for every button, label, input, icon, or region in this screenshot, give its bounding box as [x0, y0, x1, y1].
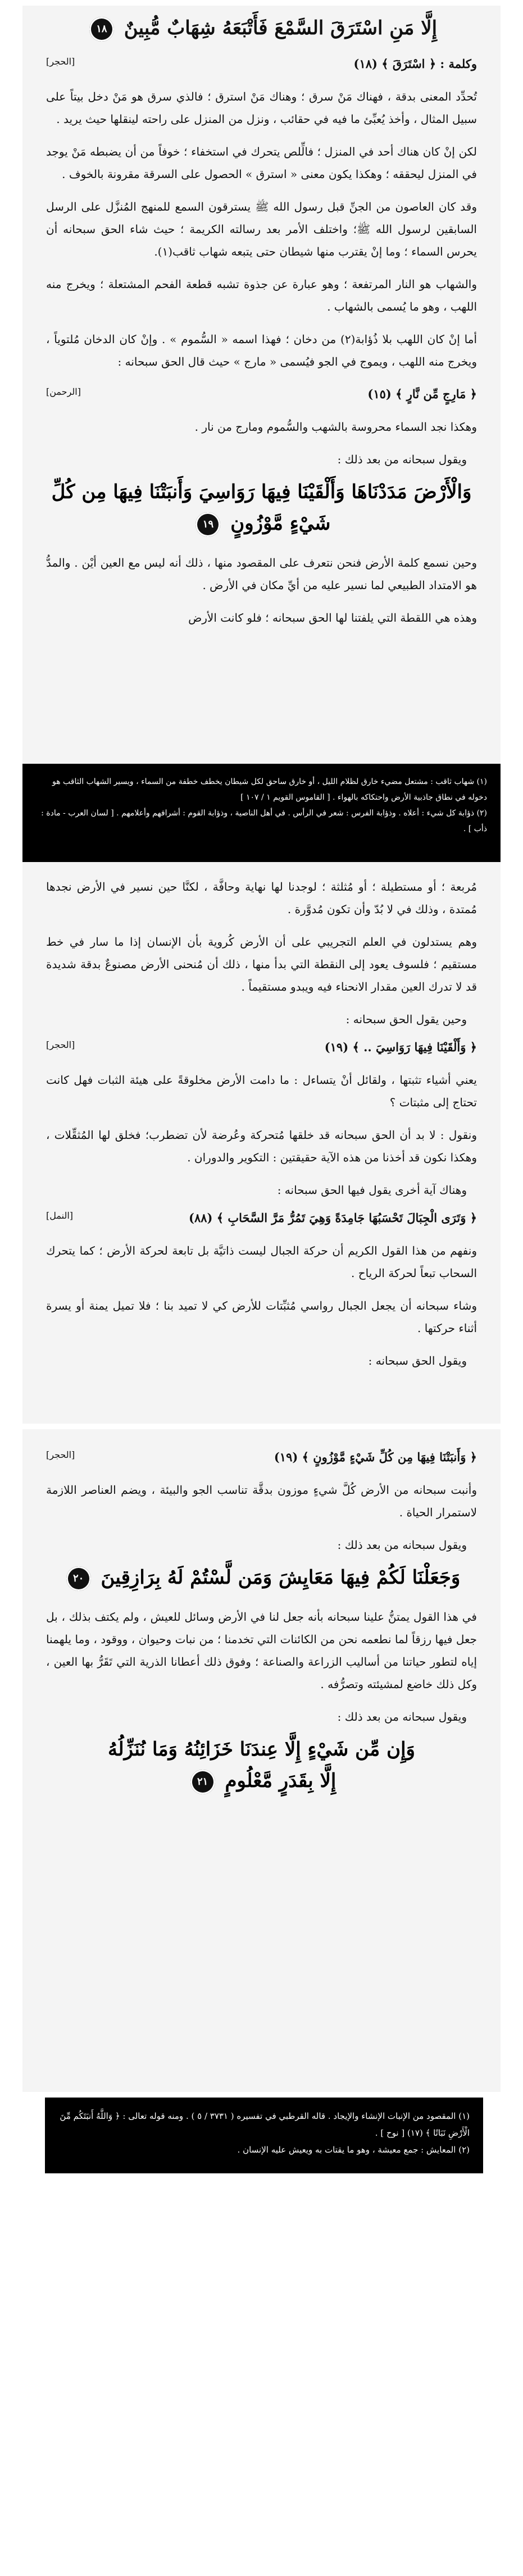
- surah-tag: [الرحمن]: [46, 386, 81, 397]
- intro-line: وكلمة : ﴿ اسْتَرَقَ ﴾ (١٨): [353, 57, 477, 71]
- page-one: [22, 6, 501, 859]
- surah-tag: [الحجر]: [46, 1449, 75, 1460]
- quran-verse: [51, 1734, 472, 1797]
- paragraph: وشاء سبحانه أن يجعل الجبال رواسي مُثبِّتات للأرض كي لا تميد بنا ؛ فلا تميل يمنة أو يسرة أثناء حركتها .: [46, 1299, 477, 1335]
- footnote: (١) المقصود من الإنبات الإنشاء والإيجاد . قاله القرطبي في تفسيره ( ٣٧٣١ / ٥ ) . ومنه قوله تعالى : ﴿ وَاللَّهُ أَنبَتَكُم مِّنَ الْأَرْضِ نَبَاتًا ﴾ (١٧) [ نوح ] .: [60, 2111, 470, 2138]
- verse-text: وَإِن مِّن شَيْءٍ إِلَّا عِندَنَا خَزَائِنُهُ وَمَا نُنَزِّلُهُ: [108, 1738, 415, 1761]
- inline-verse: ﴿ مَارِجٍ مِّن نَّارٍ ﴾ (١٥): [367, 387, 477, 401]
- paragraph: ونفهم من هذا القول الكريم أن حركة الجبال ليست ذاتيَّة بل تابعة لحركة الأرض ؛ كما يتحرك السحاب تبعاً لحركة الرياح .: [46, 1244, 477, 1280]
- surah-tag: [الحجر]: [46, 1039, 75, 1050]
- footnote: (١) شهاب ثاقب : مشتعل مضيء خارق لظلام الليل ، أو خارق ساحق لكل شيطان يخطف خطفة من السماء ، ويسير الشهاب الثاقب هو دخوله في نطاق جاذبية الأرض واحتكاكه بالهواء . [ القاموس القويم ١ / ١٠٧ ]: [52, 777, 487, 802]
- paragraph: ونقول : لا بد أن الحق سبحانه قد خلقها مُتحركة وعُرضة لأن تضطرب؛ فخلق لها المُثقِّلات ، وهكذا نكون قد أخذنا من هذه الآية حقيقتين : التكوير والدوران .: [46, 1128, 477, 1164]
- surah-tag: [الحجر]: [46, 56, 75, 67]
- verse-number-badge: ١٨: [89, 17, 114, 42]
- verse-text: وَجَعَلْنَا لَكُمْ فِيهَا مَعَايِشَ وَمَن لَّسْتُمْ لَهُ بِرَازِقِينَ: [101, 1566, 461, 1589]
- paragraph: يعني أشياء تثبتها ، ولقائل أنْ يتساءل : ما دامت الأرض مخلوقةً على هيئة الثبات فهل كانت تحتاج إلى مثبتات ؟: [46, 1073, 477, 1109]
- paragraph: وحين نسمع كلمة الأرض فنحن نتعرف على المقصود منها ، ذلك أنه ليس مع العين أيْن . والمدُّ هو الامتداد الطبيعي لما نسير عليه من أيِّ مكان في الأرض .: [46, 556, 477, 592]
- inline-verse: ﴿ وَأَلْقَيْنَا فِيهَا رَوَاسِيَ .. ﴾ (١٩): [324, 1040, 477, 1054]
- verse-text: وَالْأَرْضَ مَدَدْنَاهَا وَأَلْقَيْنَا فِيهَا رَوَاسِيَ وَأَنبَتْنَا فِيهَا مِن كُلِّ شَيْءٍ مَّوْزُونٍ: [51, 481, 472, 535]
- footnotes-box: [22, 764, 501, 862]
- footnote: (٢) المعايش : جمع معيشة ، وهو ما يقتات به ويعيش عليه الإنسان .: [237, 2145, 470, 2155]
- verse-number-badge: ٢٠: [66, 1566, 91, 1591]
- paragraph: أما إنْ كان اللهب بلا ذُؤابة(٢) من دخان ؛ فهذا اسمه « السُّموم » . وإنْ كان الدخان مُلتوياً ، ويخرج منه اللهب ، ويموج في الجو فيُسمى « مارج » حيث قال الحق سبحانه :: [46, 332, 477, 368]
- surah-tag: [النمل]: [46, 1210, 73, 1221]
- paragraph: لكن إنْ كان هناك أحد في المنزل ؛ فالِّلص يتحرك في استخفاء ؛ خوفاً من أن يضبطه مَنْ يوجد في المنزل ليحققه ؛ وهكذا يكون معنى « استرق » الحصول على السرقة مقرونة بالخوف .: [46, 145, 477, 181]
- paragraph: والشهاب هو النار المرتفعة ؛ وهو عبارة عن جذوة تشبه قطعة الفحم المشتعلة ؛ ويخرج منه اللهب ، وهو ما يُسمى بالشهاب .: [46, 277, 477, 313]
- lead-in: ويقول سبحانه من بعد ذلك :: [337, 453, 467, 466]
- header-verse: [22, 6, 501, 45]
- verse-text: إِلَّا بِقَدَرٍ مَّعْلُومٍ: [225, 1770, 336, 1792]
- lead-in: ويقول الحق سبحانه :: [368, 1354, 467, 1367]
- inline-verse: ﴿ وَأَنبَتْنَا فِيهَا مِن كُلِّ شَيْءٍ مَّوْزُونٍ ﴾ (١٩): [274, 1450, 477, 1464]
- lead-in: ويقول سبحانه من بعد ذلك :: [337, 1710, 467, 1724]
- lead-in: وحين يقول الحق سبحانه :: [345, 1013, 467, 1026]
- paragraph: وهكذا نجد السماء محروسة بالشهب والسُّموم ومارج من نار .: [194, 420, 477, 434]
- paragraph: تُحدِّد المعنى بدقة ، فهناك مَنْ سرق ؛ وهناك مَنْ استرق ؛ فالذي سرق هو مَنْ دخل بيتاً على سبيل المثال ، وأخذ يُعبِّئ ما فيه في حقائب ، ونزل من المنزل على راحته لينقلها حيث يريد .: [46, 90, 477, 126]
- paragraph: وأنبت سبحانه من الأرض كُلَّ شيءٍ موزون بدقَّة تناسب الجو والبيئة ، ويضم العناصر اللازمة لاستمرار الحياة .: [46, 1483, 477, 1519]
- verse-number-badge: ١٩: [195, 512, 220, 537]
- page-two: [22, 862, 501, 1424]
- paragraph: وقد كان العاصون من الجنِّ قبل رسول الله ﷺ يسترقون السمع للمنهج المُنزَّل على الرسل السابقين لرسول الله ﷺ؛ واختلف الأمر بعد رسالته الكريمة ؛ حيث شاء الحق سبحانه أن يحرس السماء ؛ وما إنْ يقترب منها شيطان حتى يتبعه شهاب ثاقب(١).: [46, 200, 477, 258]
- quran-verse: [51, 476, 472, 539]
- inline-verse: ﴿ وَتَرَى الْجِبَالَ تَحْسَبُهَا جَامِدَةً وَهِيَ تَمُرُّ مَرَّ السَّحَابِ ﴾ (٨٨): [189, 1211, 477, 1225]
- paragraph: في هذا القول يمتنُّ علينا سبحانه بأنه جعل لنا في الأرض وسائل للعيش ، ولم يكتف بذلك ، بل جعل فيها رزقاً لما نطعمه نحن من الكائنات التي تخدمنا ؛ من نبات وحيوان ، ووقود ، وما يلهمنا إياه لتطور حياتنا من أساليب الزراعة والصناعة ؛ وفوق ذلك أعطانا الذرية التي تَقَرُّ بها العين ، وكل ذلك خاضع لمشيئته وتصرُّفه .: [46, 1610, 477, 1691]
- footnotes-box: [45, 2098, 483, 2173]
- footnote: (٢) ذؤابة كل شيء : أعلاه . وذؤابة الفرس : شعر في الرأس . في أهل الناصية ، وذؤابة القوم : أشرافهم وأعلامهم . [ لسان العرب - مادة : ذأب ] .: [41, 809, 487, 833]
- paragraph: وهذه هي اللقطة التي يلفتنا لها الحق سبحانه ؛ فلو كانت الأرض: [188, 611, 477, 624]
- paragraph: وهم يستدلون في العلم التجريبي على أن الأرض كُروية بأن الإنسان إذا ما سار في خط مستقيم ؛ فلسوف يعود إلى النقطة التي بدأ منها ، ذلك أن مُنحنى الأرض مصنوعٌ بدقة شديدة قد لا تدرك العين مقدار الانحناء فيه ويبدو مستقيماً .: [46, 935, 477, 993]
- page-three: [22, 1429, 501, 2092]
- verse-number-badge: ٢١: [190, 1770, 215, 1794]
- header-verse-text: إِلَّا مَنِ اسْتَرَقَ السَّمْعَ فَأَتْبَعَهُ شِهَابٌ مُّبِينٌ: [124, 17, 438, 39]
- paragraph: مُربعة ؛ أو مستطيلة ؛ أو مُثلثة ؛ لوجدنا لها نهاية وحافَّة ، لكنَّا حين نسير في الأرض نجدها مُمتدة ، وذلك في لا بُدّ وأن تكون مُدوَّرة .: [46, 880, 477, 916]
- quran-verse: [51, 1562, 472, 1593]
- lead-in: وهناك آية أخرى يقول فيها الحق سبحانه :: [277, 1183, 467, 1197]
- lead-in: ويقول سبحانه من بعد ذلك :: [337, 1538, 467, 1552]
